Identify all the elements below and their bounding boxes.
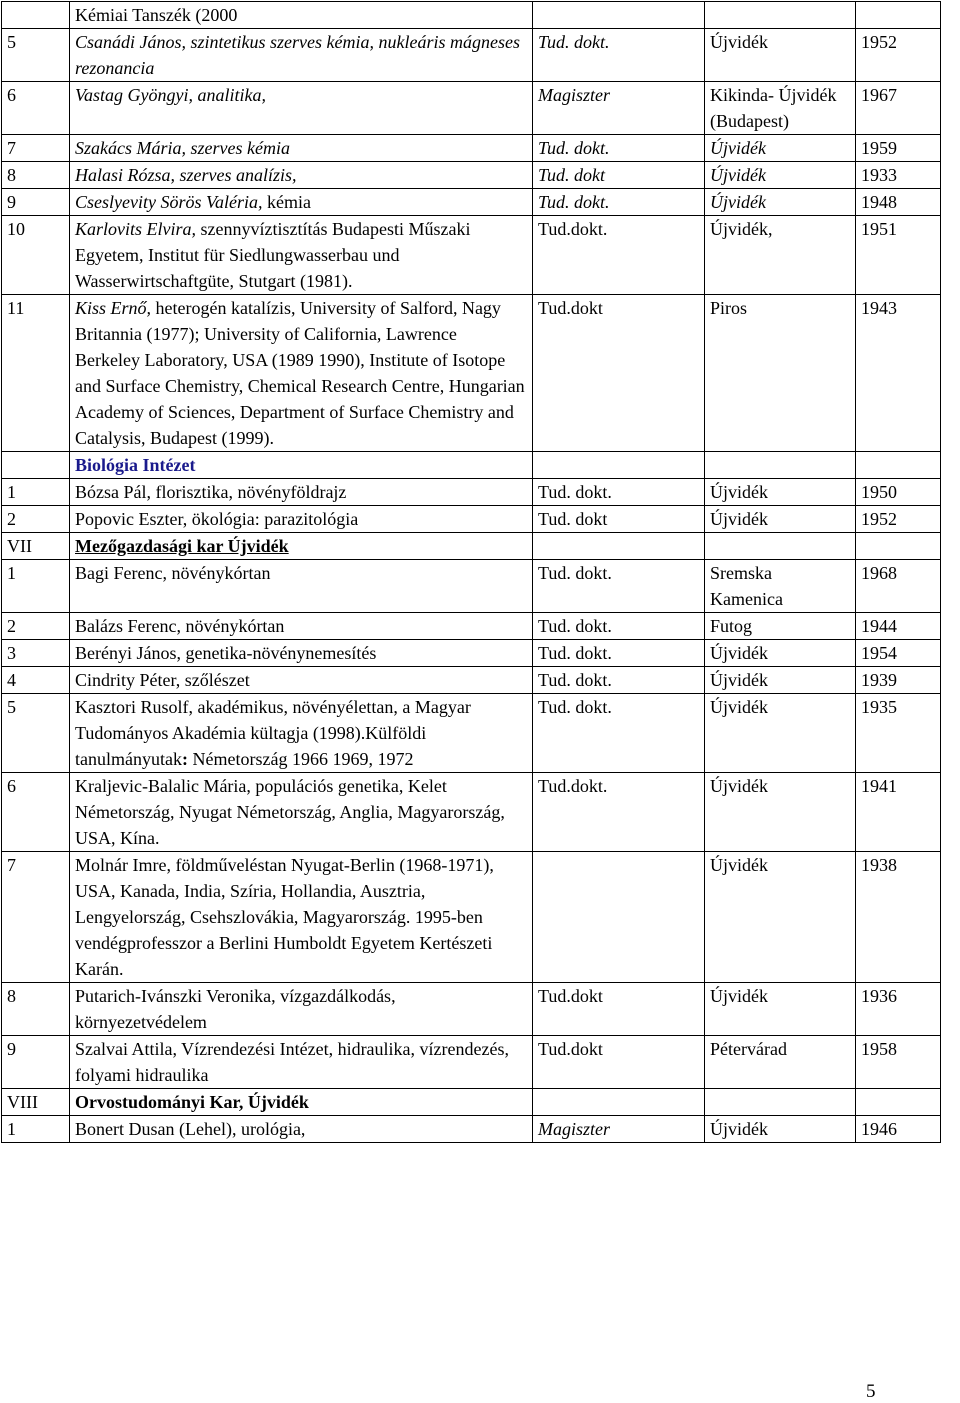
person-entry: Bonert Dusan (Lehel), urológia,: [70, 1116, 533, 1143]
section-number: VII: [2, 533, 70, 560]
degree-cell: Tud. dokt.: [533, 694, 705, 773]
degree-cell: Tud.dokt.: [533, 773, 705, 852]
degree-cell: Tud. dokt.: [533, 640, 705, 667]
place-cell: Újvidék: [705, 162, 856, 189]
section-row: [2, 452, 941, 479]
person-entry: Popovic Eszter, ökológia: parazitológia: [70, 506, 533, 533]
place-cell: Piros: [705, 295, 856, 452]
year-cell: 1936: [856, 983, 941, 1036]
year-cell: 1958: [856, 1036, 941, 1089]
table-row: [2, 1116, 941, 1143]
table-row: [2, 82, 941, 135]
degree-cell: Magiszter: [533, 82, 705, 135]
table-row: [2, 189, 941, 216]
section-title-biologia: Biológia Intézet: [70, 452, 533, 479]
place-cell: Újvidék: [705, 506, 856, 533]
table-row: [2, 640, 941, 667]
year-cell: 1935: [856, 694, 941, 773]
year-cell: [856, 2, 941, 29]
person-name: Cseslyevity Sörös Valéria,: [75, 192, 263, 212]
table-row: [2, 852, 941, 983]
year-cell: 1946: [856, 1116, 941, 1143]
row-number: 6: [2, 82, 70, 135]
degree-cell: Tud. dokt.: [533, 667, 705, 694]
person-entry: Szakács Mária, szerves kémia: [70, 135, 533, 162]
section-number: VIII: [2, 1089, 70, 1116]
row-number: 10: [2, 216, 70, 295]
place-cell: Újvidék,: [705, 216, 856, 295]
person-entry: [70, 694, 533, 773]
year-cell: 1952: [856, 506, 941, 533]
table-row: [2, 29, 941, 82]
faculty-table: [1, 1, 941, 1143]
section-row: [2, 533, 941, 560]
year-cell: 1938: [856, 852, 941, 983]
person-entry: Kémiai Tanszék (2000: [70, 2, 533, 29]
person-field: heterogén katalízis, University of Salford, Nagy Britannia (1977); University of California, Lawrence Berkeley Laboratory, USA (1989 1990), Institute of Isotope and Surface Chemistry, Chemical Research Centre, Hungarian Academy of Sciences, Department of Surface Chemistry and Catalysis, Budapest (1999).: [75, 298, 525, 448]
row-number: 9: [2, 189, 70, 216]
year-cell: 1954: [856, 640, 941, 667]
degree-cell: Tud.dokt: [533, 1036, 705, 1089]
year-cell: 1951: [856, 216, 941, 295]
degree-cell: Magiszter: [533, 1116, 705, 1143]
row-number: 2: [2, 613, 70, 640]
row-number: 7: [2, 135, 70, 162]
degree-cell: [533, 2, 705, 29]
person-entry: Vastag Gyöngyi, analitika,: [70, 82, 533, 135]
row-number: 5: [2, 694, 70, 773]
degree-cell: Tud. dokt.: [533, 189, 705, 216]
year-cell: 1944: [856, 613, 941, 640]
place-cell: Pétervárad: [705, 1036, 856, 1089]
row-number: 4: [2, 667, 70, 694]
degree-cell: Tud. dokt.: [533, 479, 705, 506]
section-title-orvostudomanyi: Orvostudományi Kar, Újvidék: [70, 1089, 533, 1116]
table-row: [2, 1036, 941, 1089]
table-row: [2, 983, 941, 1036]
person-entry: Halasi Rózsa, szerves analízis,: [70, 162, 533, 189]
year-cell: 1959: [856, 135, 941, 162]
place-cell: Újvidék: [705, 189, 856, 216]
degree-cell: Tud. dokt.: [533, 29, 705, 82]
colon-mark: :: [181, 749, 188, 769]
row-number: 9: [2, 1036, 70, 1089]
table-row: [2, 162, 941, 189]
degree-cell: Tud.dokt.: [533, 216, 705, 295]
row-number: 7: [2, 852, 70, 983]
row-number: 1: [2, 1116, 70, 1143]
row-number: 5: [2, 29, 70, 82]
place-cell: Újvidék: [705, 667, 856, 694]
person-entry: Bagi Ferenc, növénykórtan: [70, 560, 533, 613]
row-number: [2, 2, 70, 29]
place-cell: Újvidék: [705, 29, 856, 82]
person-entry: Csanádi János, szintetikus szerves kémia, nukleáris mágneses rezonancia: [70, 29, 533, 82]
year-cell: 1948: [856, 189, 941, 216]
year-cell: 1952: [856, 29, 941, 82]
row-number: 1: [2, 479, 70, 506]
person-entry: [70, 295, 533, 452]
degree-cell: Tud. dokt.: [533, 135, 705, 162]
person-field: kémia: [262, 192, 311, 212]
person-name: Karlovits Elvira,: [75, 219, 196, 239]
table-row: [2, 2, 941, 29]
person-bio: Kasztori Rusolf, akadémikus, növényélettan, a Magyar Tudományos Akadémia kültagja (1998).Külföldi tanulmányutak: [75, 697, 471, 769]
person-entry: [70, 216, 533, 295]
place-cell: [705, 2, 856, 29]
person-entry: Bózsa Pál, florisztika, növényföldrajz: [70, 479, 533, 506]
degree-cell: Tud. dokt.: [533, 560, 705, 613]
row-number: 8: [2, 983, 70, 1036]
row-number: 1: [2, 560, 70, 613]
degree-cell: Tud. dokt: [533, 506, 705, 533]
table-row: [2, 613, 941, 640]
person-entry: Balázs Ferenc, növénykórtan: [70, 613, 533, 640]
degree-cell: Tud. dokt: [533, 162, 705, 189]
place-cell: Újvidék: [705, 640, 856, 667]
place-cell: Kikinda- Újvidék (Budapest): [705, 82, 856, 135]
row-number: 8: [2, 162, 70, 189]
page-number: 5: [866, 1381, 876, 1402]
table-row: [2, 667, 941, 694]
table-row: [2, 694, 941, 773]
row-number: 2: [2, 506, 70, 533]
person-entry: Szalvai Attila, Vízrendezési Intézet, hidraulika, vízrendezés, folyami hidraulika: [70, 1036, 533, 1089]
table-row: [2, 135, 941, 162]
year-cell: 1950: [856, 479, 941, 506]
place-cell: Újvidék: [705, 1116, 856, 1143]
table-row: [2, 506, 941, 533]
section-row: [2, 1089, 941, 1116]
year-cell: 1933: [856, 162, 941, 189]
person-entry: Putarich-Ivánszki Veronika, vízgazdálkodás, környezetvédelem: [70, 983, 533, 1036]
row-number: 6: [2, 773, 70, 852]
table-row: [2, 479, 941, 506]
place-cell: Újvidék: [705, 694, 856, 773]
year-cell: 1941: [856, 773, 941, 852]
table-row: [2, 773, 941, 852]
person-entry: Kraljevic-Balalic Mária, populációs genetika, Kelet Németország, Nyugat Németország, Anglia, Magyarország, USA, Kína.: [70, 773, 533, 852]
person-name: Kiss Ernő,: [75, 298, 152, 318]
row-number: 3: [2, 640, 70, 667]
person-entry: [70, 189, 533, 216]
year-cell: 1943: [856, 295, 941, 452]
table-row: [2, 295, 941, 452]
section-title-mezogazdasagi: Mezőgazdasági kar Újvidék: [70, 533, 533, 560]
year-cell: 1967: [856, 82, 941, 135]
place-cell: Újvidék: [705, 983, 856, 1036]
place-cell: Újvidék: [705, 479, 856, 506]
degree-cell: Tud.dokt: [533, 983, 705, 1036]
table-row: [2, 216, 941, 295]
person-field: szennyvíztisztítás Budapesti Műszaki Egyetem, Institut für Siedlungwasserbau und Wasserwirtschaftgüte, Stutgart (1981).: [75, 219, 471, 291]
person-bio-cont: Németország 1966 1969, 1972: [187, 749, 414, 769]
degree-cell: Tud.dokt: [533, 295, 705, 452]
year-cell: 1939: [856, 667, 941, 694]
place-cell: Sremska Kamenica: [705, 560, 856, 613]
person-entry: Cindrity Péter, szőlészet: [70, 667, 533, 694]
row-number: 11: [2, 295, 70, 452]
year-cell: 1968: [856, 560, 941, 613]
person-entry: Berényi János, genetika-növénynemesítés: [70, 640, 533, 667]
table-row: [2, 560, 941, 613]
degree-cell: Tud. dokt.: [533, 613, 705, 640]
place-cell: Futog: [705, 613, 856, 640]
place-cell: Újvidék: [705, 135, 856, 162]
degree-cell: [533, 852, 705, 983]
person-entry: Molnár Imre, földműveléstan Nyugat-Berlin (1968-1971), USA, Kanada, India, Szíria, Hollandia, Ausztria, Lengyelország, Csehszlovákia, Magyarország. 1995-ben vendégprofesszor a Berlini Humboldt Egyetem Kertészeti Karán.: [70, 852, 533, 983]
place-cell: Újvidék: [705, 773, 856, 852]
place-cell: Újvidék: [705, 852, 856, 983]
